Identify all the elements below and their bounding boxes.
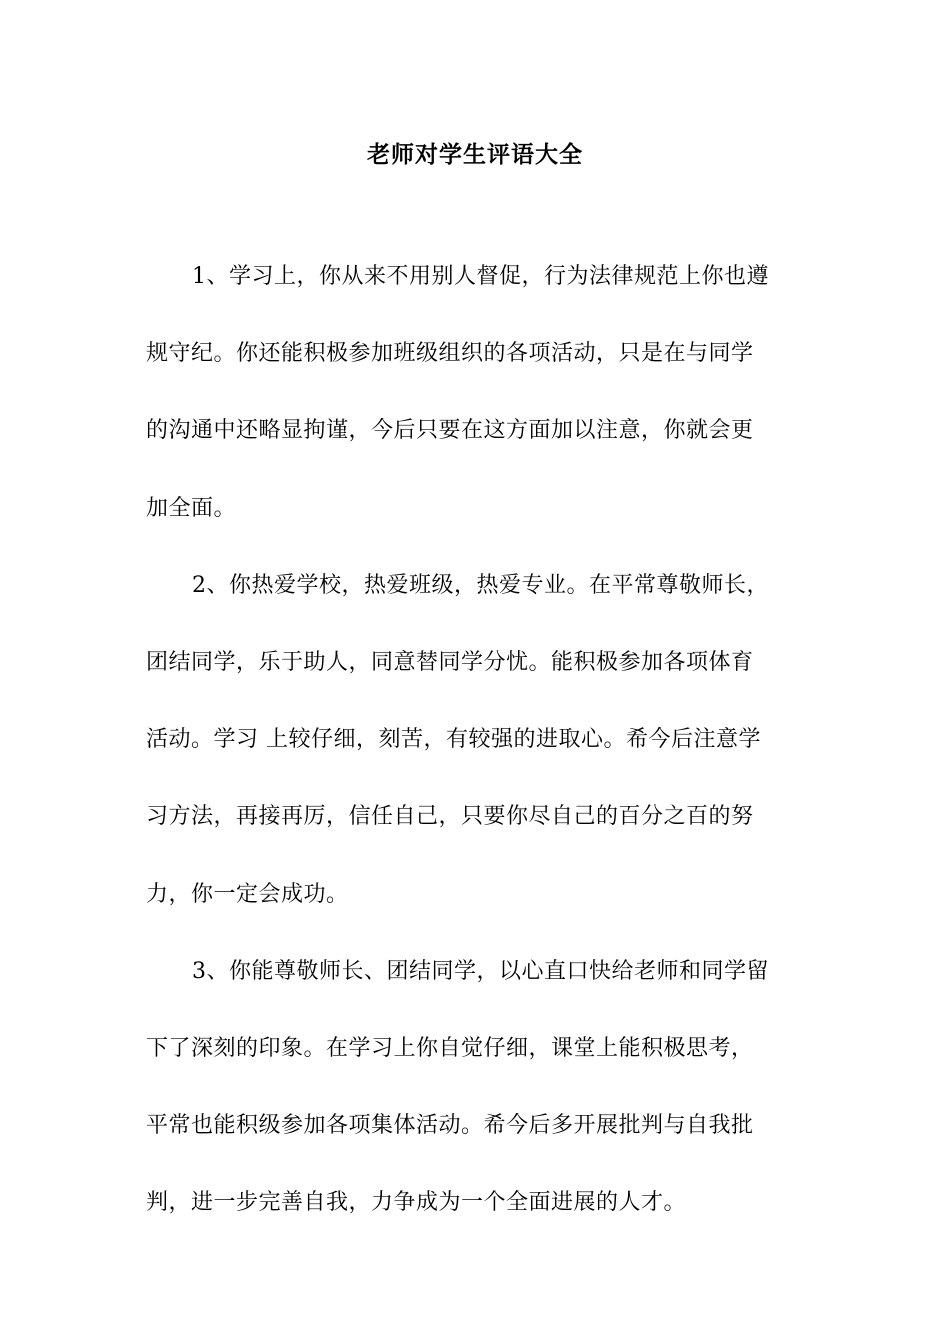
body-line: 习方法，再接再厉，信任自己，只要你尽自己的百分之百的努: [146, 804, 754, 830]
body-line: 活动。学习 上较仔细，刻苦，有较强的进取心。希今后注意学: [146, 727, 761, 753]
body-line: 2、你热爱学校，热爱班级，热爱专业。在平常尊敬师长，: [192, 572, 769, 598]
body-line: 的沟通中还略显拘谨，今后只要在这方面加以注意，你就会更: [146, 418, 754, 444]
body-line: 加全面。: [146, 495, 237, 521]
document-body: [146, 258, 811, 1261]
body-line: 团结同学，乐于助人，同意替同学分忧。能积极参加各项体育: [146, 649, 754, 675]
body-line: 下了深刻的印象。在学习上你自觉仔细，课堂上能积极思考，: [146, 1035, 754, 1061]
body-line: 规守纪。你还能积极参加班级组织的各项活动，只是在与同学: [146, 341, 754, 367]
body-line: 判，进一步完善自我，力争成为一个全面进展的人才。: [146, 1190, 687, 1216]
body-line: 力，你一定会成功。: [146, 881, 349, 907]
body-line: 平常也能积级参加各项集体活动。希今后多开展批判与自我批: [146, 1113, 754, 1139]
body-line: 3、你能尊敬师长、团结同学，以心直口快给老师和同学留: [192, 958, 769, 984]
document-title: 老师对学生评语大全: [367, 142, 583, 168]
body-line: 1、学习上，你从来不用别人督促，行为法律规范上你也遵: [192, 264, 769, 289]
